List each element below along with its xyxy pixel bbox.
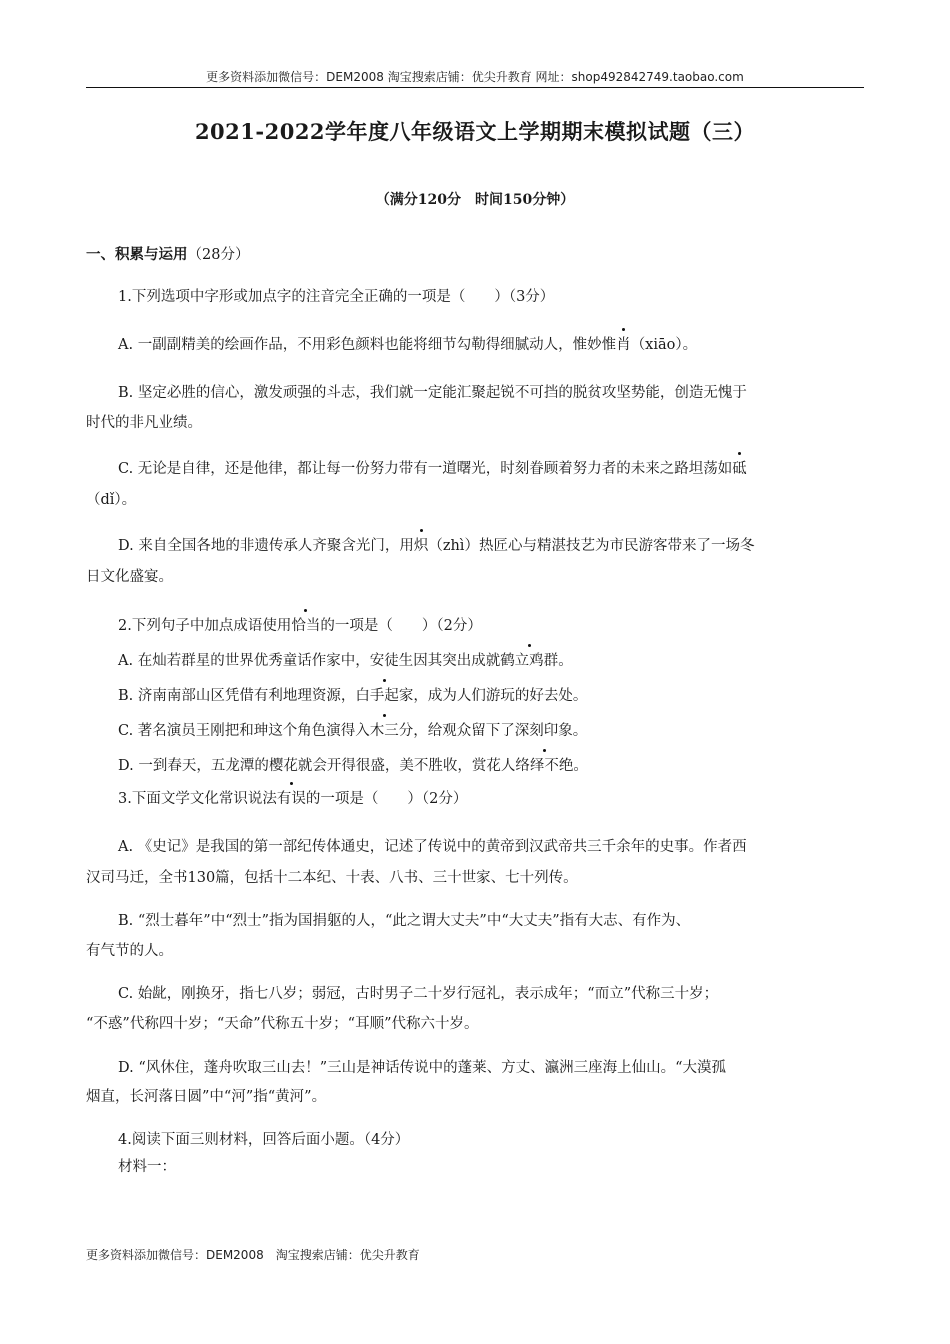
question-1-option-b-line1: B. 坚定必胜的信心，激发顽强的斗志，我们就一定能汇聚起锐不可挡的脱贫攻坚势能，创造无愧于 [118, 385, 747, 401]
dotted-idiom: 白手起家 [355, 681, 413, 712]
question-3-option-c-line1: C. 始龀，刚换牙，指七八岁；弱冠，古时男子二十岁行冠礼，表示成年；“而立”代称三十岁； [118, 986, 719, 1002]
stem-text: 的一项是（ ）（2分） [320, 618, 482, 634]
dotted-char: 肖 [616, 330, 631, 361]
question-3-option-d-line2: 烟直，长河落日圆”中“河”指“黄河”。 [86, 1089, 327, 1105]
dotted-idiom: 络绎不绝 [515, 751, 573, 782]
question-3-option-a-line2: 汉司马迁，全书130篇，包括十二本纪、十表、八书、三十世家、七十列传。 [86, 870, 578, 886]
dotted-word: 有误 [277, 784, 306, 815]
page-title: 2021-2022学年度八年级语文上学期期末模拟试题（三） [194, 119, 756, 144]
option-text: D. 来自全国各地的非遗传承人齐聚含光门，用 [118, 538, 414, 554]
option-text: A. 一副副精美的绘画作品，不用彩色颜料也能将细节勾勒得细腻动人，惟妙惟 [118, 337, 617, 353]
stem-text: 的一项是（ ）（2分） [305, 791, 468, 807]
option-text: B. 济南南部山区凭借有利地理资源， [118, 688, 356, 704]
dotted-char: 砥 [732, 454, 747, 485]
option-text: D. 一到春天，五龙潭的樱花就会开得很盛，美不胜收，赏花人 [118, 758, 516, 774]
option-text: A. 在灿若群星的世界优秀童话作家中，安徒生因其突出成就 [118, 653, 501, 669]
question-3-option-d-line1: D. “风休住，蓬舟吹取三山去！”三山是神话传说中的蓬莱、方丈、瀛洲三座海上仙山。“大漠孤 [118, 1060, 727, 1076]
section-score: （28分） [187, 247, 250, 263]
question-1-option-b-line2: 时代的非凡业绩。 [86, 415, 202, 431]
question-2-stem [118, 611, 864, 642]
option-text: C. 无论是自律，还是他律，都让每一份努力带有一道曙光，时刻眷顾着努力者的未来之路坦荡如 [118, 461, 733, 477]
option-text: ，成为人们游玩的好去处。 [413, 688, 588, 704]
question-4-stem: 4.阅读下面三则材料，回答后面小题。（4分） [118, 1132, 410, 1148]
option-text: （xiāo）。 [630, 337, 698, 353]
question-3-option-b-line1: B. “烈士暮年”中“烈士”指为国捐躯的人，“此之谓大丈夫”中“大丈夫”指有大志、有作为、 [118, 913, 691, 929]
question-2-option-a [118, 646, 864, 677]
section-heading [86, 243, 249, 264]
question-1-option-d-line2: 日文化盛宴。 [86, 569, 173, 585]
question-3-option-a-line1: A. 《史记》是我国的第一部纪传体通史，记述了传说中的黄帝到汉武帝共三千余年的史事。作者西 [118, 839, 747, 855]
material-1-label: 材料一： [118, 1159, 176, 1175]
dotted-char: 炽 [414, 531, 429, 562]
option-text: （zhì）热匠心与精湛技艺为市民游客带来了一场冬 [428, 538, 755, 554]
option-text: 。 [558, 653, 573, 669]
question-1-option-a [118, 330, 864, 361]
header-divider [86, 87, 864, 88]
question-2-option-b [118, 681, 864, 712]
option-text: ，给观众留下了深刻印象。 [413, 723, 588, 739]
option-text: 。 [573, 758, 588, 774]
stem-text: 3.下面文学文化常识说法 [118, 791, 277, 807]
question-3-option-b-line2: 有气节的人。 [86, 943, 173, 959]
question-1-stem: 1.下列选项中字形或加点字的注音完全正确的一项是（ ）（3分） [118, 289, 555, 305]
section-title: 一、积累与运用 [86, 246, 188, 263]
dotted-idiom: 鹤立鸡群 [500, 646, 558, 677]
header-note: 更多资料添加微信号：DEM2008 淘宝搜索店铺：优尖升教育 网址：shop492842749.taobao.com [206, 70, 744, 84]
footer-note: 更多资料添加微信号：DEM2008 淘宝搜索店铺：优尖升教育 [86, 1248, 420, 1262]
exam-info: （满分120分 时间150分钟） [375, 192, 575, 208]
question-3-option-c-line2: “不惑”代称四十岁；“天命”代称五十岁；“耳顺”代称六十岁。 [86, 1016, 479, 1032]
option-text: C. 著名演员王刚把和珅这个角色演得 [118, 723, 356, 739]
question-1-option-c-line2: （dǐ）。 [86, 492, 137, 508]
question-2-option-c [118, 716, 864, 747]
question-3-stem [118, 784, 864, 815]
dotted-word: 恰当 [291, 611, 320, 642]
dotted-idiom: 入木三分 [355, 716, 413, 747]
stem-text: 2.下列句子中加点成语使用 [118, 618, 292, 634]
question-1-option-c-line1 [118, 454, 864, 485]
question-2-option-d [118, 751, 864, 782]
question-1-option-d-line1 [118, 531, 864, 562]
